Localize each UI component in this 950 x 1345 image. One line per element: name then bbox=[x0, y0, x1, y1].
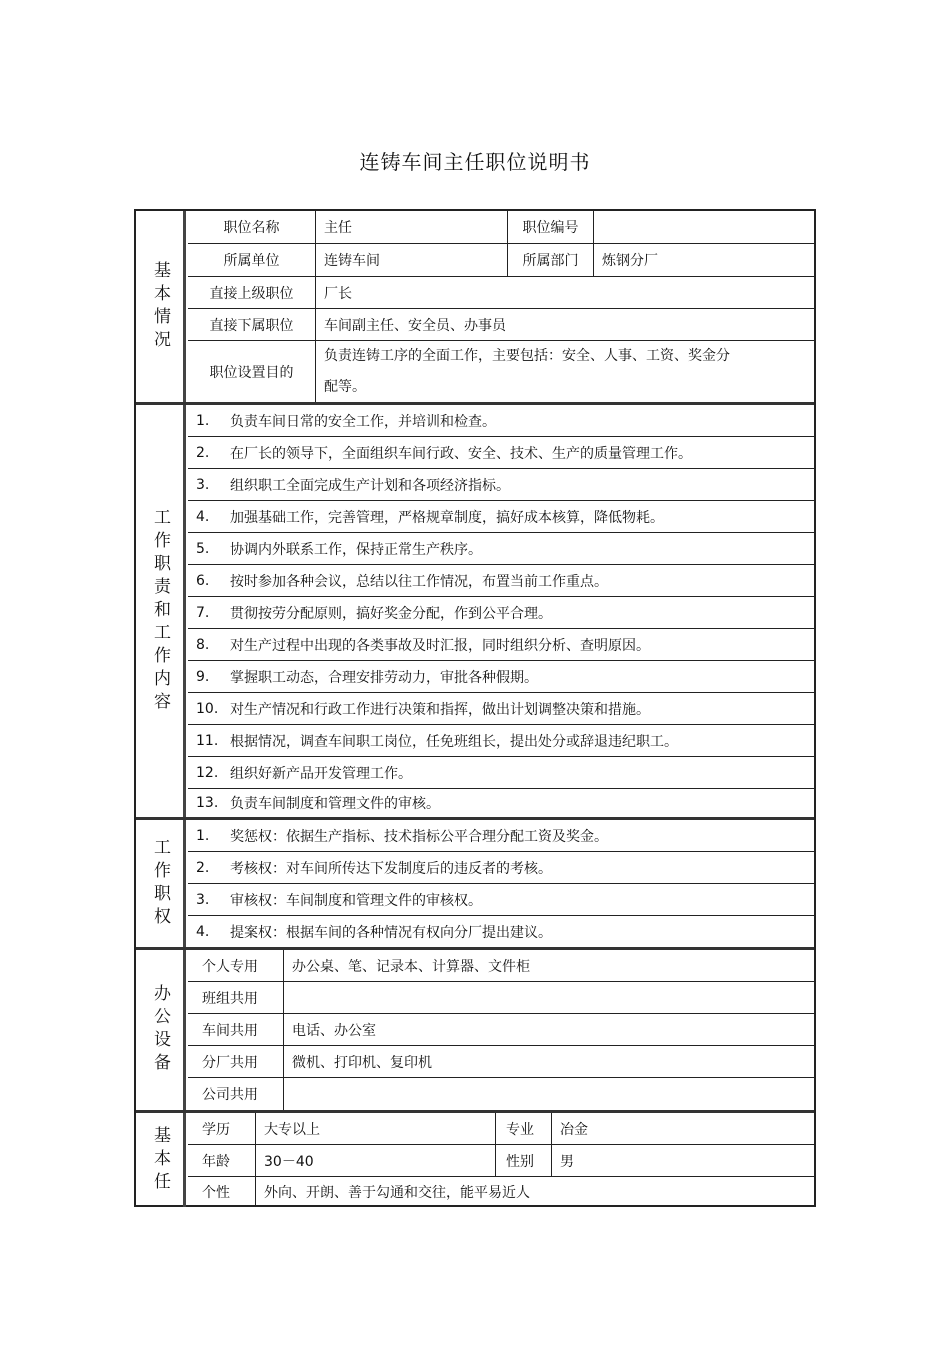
equipment-value bbox=[284, 982, 814, 1013]
education-label: 学历 bbox=[188, 1113, 256, 1144]
dept-value: 炼钢分厂 bbox=[602, 253, 658, 269]
unit-label: 所属单位 bbox=[188, 244, 316, 276]
purpose-value bbox=[316, 341, 814, 402]
purpose-label: 职位设置目的 bbox=[188, 341, 316, 402]
education-value: 大专以上 bbox=[256, 1113, 496, 1144]
authority-list bbox=[188, 820, 814, 947]
row-superior bbox=[188, 277, 814, 309]
subordinate-value: 车间副主任、安全员、办事员 bbox=[324, 317, 506, 334]
equipment-key: 分厂共用 bbox=[188, 1046, 284, 1077]
position-name-value: 主任 bbox=[316, 211, 508, 243]
duty-item: 4. 加强基础工作，完善管理，严格规章制度，搞好成本核算，降低物耗。 bbox=[188, 501, 814, 533]
duties-list bbox=[188, 405, 814, 817]
age-label: 年龄 bbox=[188, 1145, 256, 1176]
section-label-qualification: 基本任 bbox=[136, 1113, 186, 1207]
qualification-section bbox=[136, 1113, 814, 1207]
duty-item: 3. 组织职工全面完成生产计划和各项经济指标。 bbox=[188, 469, 814, 501]
row-personality bbox=[188, 1177, 814, 1207]
authority-item: 2. 考核权：对车间所传达下发制度后的违反者的考核。 bbox=[188, 852, 814, 884]
equipment-value: 办公桌、笔、记录本、计算器、文件柜 bbox=[292, 958, 530, 975]
purpose-line-2: 配等。 bbox=[324, 378, 366, 395]
major-label: 专业 bbox=[496, 1113, 552, 1144]
authority-item: 1. 奖惩权：依据生产指标、技术指标公平合理分配工资及奖金。 bbox=[188, 820, 814, 852]
equipment-key: 公司共用 bbox=[188, 1078, 284, 1110]
position-no-value bbox=[594, 211, 814, 243]
equipment-row bbox=[188, 1078, 814, 1110]
section-label-duties: 工作职责和工作内容 bbox=[136, 405, 186, 817]
equipment-section bbox=[136, 950, 814, 1113]
row-education bbox=[188, 1113, 814, 1145]
duty-item: 12. 组织好新产品开发管理工作。 bbox=[188, 757, 814, 789]
personality-label: 个性 bbox=[188, 1177, 256, 1207]
superior-label: 直接上级职位 bbox=[188, 277, 316, 308]
duty-item: 11. 根据情况，调查车间职工岗位，任免班组长，提出处分或辞退违纪职工。 bbox=[188, 725, 814, 757]
sex-label: 性别 bbox=[496, 1145, 552, 1176]
duty-item: 2. 在厂长的领导下，全面组织车间行政、安全、技术、生产的质量管理工作。 bbox=[188, 437, 814, 469]
sex-value: 男 bbox=[560, 1153, 574, 1170]
equipment-row bbox=[188, 1046, 814, 1078]
section-label-equipment: 办公设备 bbox=[136, 950, 186, 1110]
equipment-list bbox=[188, 950, 814, 1110]
authority-section bbox=[136, 820, 814, 950]
row-purpose bbox=[188, 341, 814, 402]
duty-item: 5. 协调内外联系工作，保持正常生产秩序。 bbox=[188, 533, 814, 565]
row-age bbox=[188, 1145, 814, 1177]
row-subordinate bbox=[188, 309, 814, 341]
unit-value: 连铸车间 bbox=[316, 244, 508, 276]
duty-item: 10. 对生产情况和行政工作进行决策和指挥，做出计划调整决策和措施。 bbox=[188, 693, 814, 725]
age-value: 30－40 bbox=[256, 1145, 496, 1176]
personality-value: 外向、开朗、善于勾通和交往，能平易近人 bbox=[264, 1185, 530, 1201]
document-title: 连铸车间主任职位说明书 bbox=[359, 150, 591, 174]
equipment-key: 个人专用 bbox=[188, 950, 284, 981]
position-name-label: 职位名称 bbox=[188, 211, 316, 243]
equipment-key: 车间共用 bbox=[188, 1014, 284, 1045]
authority-item: 4. 提案权：根据车间的各种情况有权向分厂提出建议。 bbox=[196, 923, 552, 941]
equipment-row bbox=[188, 950, 814, 982]
equipment-value: 电话、办公室 bbox=[292, 1022, 376, 1039]
equipment-key: 班组共用 bbox=[188, 982, 284, 1013]
row-position-name bbox=[188, 211, 814, 244]
basic-info-section bbox=[136, 211, 814, 405]
duty-item: 13. 负责车间制度和管理文件的审核。 bbox=[196, 795, 440, 812]
duty-item: 6. 按时参加各种会议，总结以往工作情况，布置当前工作重点。 bbox=[188, 565, 814, 597]
equipment-value bbox=[284, 1078, 814, 1110]
subordinate-label: 直接下属职位 bbox=[188, 309, 316, 340]
dept-label: 所属部门 bbox=[508, 244, 594, 276]
major-value: 冶金 bbox=[560, 1121, 588, 1138]
duty-item: 1. 负责车间日常的安全工作，并培训和检查。 bbox=[188, 405, 814, 437]
duty-item: 8. 对生产过程中出现的各类事故及时汇报，同时组织分析、查明原因。 bbox=[188, 629, 814, 661]
duty-item: 7. 贯彻按劳分配原则，搞好奖金分配，作到公平合理。 bbox=[188, 597, 814, 629]
authority-item: 3. 审核权：车间制度和管理文件的审核权。 bbox=[188, 884, 814, 916]
equipment-value: 微机、打印机、复印机 bbox=[292, 1054, 432, 1071]
row-unit bbox=[188, 244, 814, 277]
equipment-row bbox=[188, 1014, 814, 1046]
section-label-authority: 工作职权 bbox=[136, 820, 186, 947]
equipment-row bbox=[188, 982, 814, 1014]
job-description-table bbox=[134, 209, 816, 1207]
duties-section bbox=[136, 405, 814, 820]
duty-item: 9. 掌握职工动态，合理安排劳动力，审批各种假期。 bbox=[188, 661, 814, 693]
position-no-label: 职位编号 bbox=[508, 211, 594, 243]
superior-value: 厂长 bbox=[324, 285, 352, 302]
purpose-line-1: 负责连铸工序的全面工作，主要包括：安全、人事、工资、奖金分 bbox=[324, 347, 730, 364]
section-label-basic: 基本情况 bbox=[136, 211, 186, 402]
